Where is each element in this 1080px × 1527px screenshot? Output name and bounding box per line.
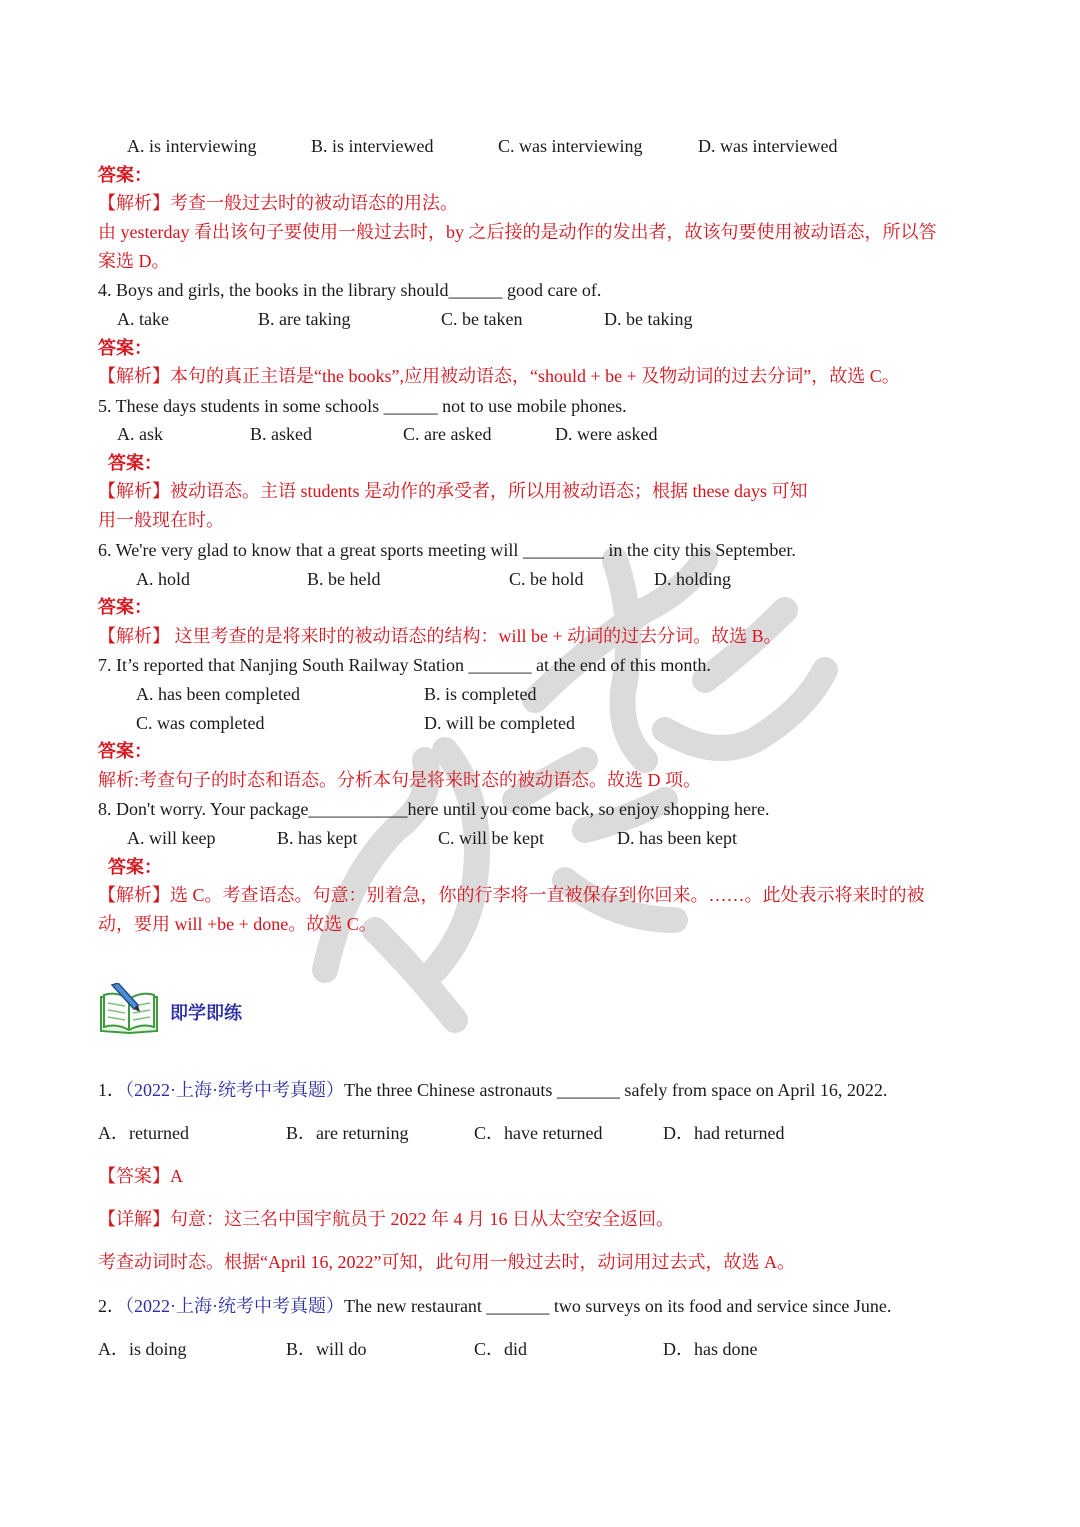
open-book-pencil-icon — [98, 983, 160, 1035]
q4-option-b: B. are taking — [258, 309, 351, 329]
q5-option-d: D. were asked — [555, 424, 658, 444]
p2-option-a: A．is doing — [98, 1339, 187, 1359]
p1-option-a: A．returned — [98, 1123, 189, 1143]
p1-option-b: B．are returning — [286, 1123, 409, 1143]
p2-source: （2022·上海·统考中考真题） — [125, 1296, 344, 1316]
q6-stem: 6. We're very glad to know that a great sports meeting will _________ in the city this September. — [98, 540, 796, 560]
q7-option-b: B. is completed — [424, 684, 537, 704]
q7-analysis: 解析:考查句子的时态和语态。分析本句是将来时态的被动语态。故选 D 项。 — [98, 770, 701, 790]
q4-stem: 4. Boys and girls, the books in the library should______ good care of. — [98, 280, 602, 300]
q3-option-b: B. is interviewed — [311, 136, 434, 156]
p1-answer: 【答案】A — [98, 1166, 183, 1186]
q3-option-a: A. is interviewing — [127, 136, 257, 156]
p1-question — [98, 1079, 887, 1101]
q5-stem: 5. These days students in some schools ______ not to use mobile phones. — [98, 396, 627, 416]
q5-analysis-line2: 用一般现在时。 — [98, 510, 224, 530]
section-title: 即学即练 — [170, 1003, 242, 1024]
q6-analysis: 【解析】 这里考查的是将来时的被动语态的结构：will be + 动词的过去分词。故选 B。 — [98, 626, 782, 646]
q6-option-d: D. holding — [654, 569, 732, 589]
q4-option-c: C. be taken — [441, 309, 523, 329]
q8-stem: 8. Don't worry. Your package___________here until you come back, so enjoy shopping here. — [98, 799, 770, 819]
q8-option-a: A. will keep — [127, 828, 216, 848]
q3-option-d: D. was interviewed — [698, 136, 838, 156]
p1-source: （2022·上海·统考中考真题） — [125, 1080, 344, 1100]
q8-option-c: C. will be kept — [438, 828, 544, 848]
q5-answer-label: 答案： — [108, 453, 162, 473]
p1-option-c: C．have returned — [474, 1123, 603, 1143]
q3-option-c: C. was interviewing — [498, 136, 643, 156]
q5-option-b: B. asked — [250, 424, 312, 444]
q8-analysis: 【解析】选 C。考查语态。句意：别着急，你的行李将一直被保存到你回来。……。此处表示将来时的被 — [98, 885, 925, 905]
q6-answer-label: 答案： — [98, 597, 152, 617]
p2-stem: The new restaurant _______ two surveys on its food and service since June. — [344, 1296, 892, 1316]
p1-detail: 【详解】句意：这三名中国宇航员于 2022 年 4 月 16 日从太空安全返回。 — [98, 1209, 674, 1229]
p2-number: 2． — [98, 1296, 125, 1316]
q7-option-d: D. will be completed — [424, 713, 575, 733]
q7-stem: 7. It’s reported that Nanjing South Railway Station _______ at the end of this month. — [98, 655, 711, 675]
p2-option-c: C．did — [474, 1339, 528, 1359]
q8-option-d: D. has been kept — [617, 828, 737, 848]
q3-analysis: 【解析】考查一般过去时的被动语态的用法。 — [98, 193, 458, 213]
p1-stem: The three Chinese astronauts _______ safely from space on April 16, 2022. — [344, 1080, 888, 1100]
q3-analysis-line2: 由 yesterday 看出该句子要使用一般过去时，by 之后接的是动作的发出者，故该句要使用被动语态，所以答 — [98, 222, 937, 242]
q8-analysis-line2: 动，要用 will +be + done。故选 C。 — [98, 914, 377, 934]
q7-option-a: A. has been completed — [136, 684, 300, 704]
p2-question — [98, 1295, 891, 1317]
q6-option-b: B. be held — [307, 569, 381, 589]
q5-analysis: 【解析】被动语态。主语 students 是动作的承受者，所以用被动语态；根据 these days 可知 — [98, 481, 808, 501]
q4-analysis: 【解析】本句的真正主语是“the books”,应用被动语态，“should + be + 及物动词的过去分词”，故选 C。 — [98, 366, 900, 386]
p1-option-d: D．had returned — [663, 1123, 785, 1143]
q4-option-a: A. take — [117, 309, 169, 329]
q4-answer-label: 答案： — [98, 338, 152, 358]
p2-option-d: D．has done — [663, 1339, 758, 1359]
q4-option-d: D. be taking — [604, 309, 693, 329]
q8-answer-label: 答案： — [108, 857, 162, 877]
q3-analysis-line3: 案选 D。 — [98, 251, 170, 271]
p2-option-b: B．will do — [286, 1339, 367, 1359]
q3-answer-label: 答案： — [98, 165, 152, 185]
q8-option-b: B. has kept — [277, 828, 358, 848]
q5-option-c: C. are asked — [403, 424, 492, 444]
p1-number: 1． — [98, 1080, 125, 1100]
q7-option-c: C. was completed — [136, 713, 265, 733]
q6-option-a: A. hold — [136, 569, 190, 589]
q5-option-a: A. ask — [117, 424, 163, 444]
q6-option-c: C. be hold — [509, 569, 584, 589]
q7-answer-label: 答案： — [98, 741, 152, 761]
p1-detail-line2: 考查动词时态。根据“April 16, 2022”可知，此句用一般过去时，动词用过去式，故选 A。 — [98, 1252, 795, 1272]
